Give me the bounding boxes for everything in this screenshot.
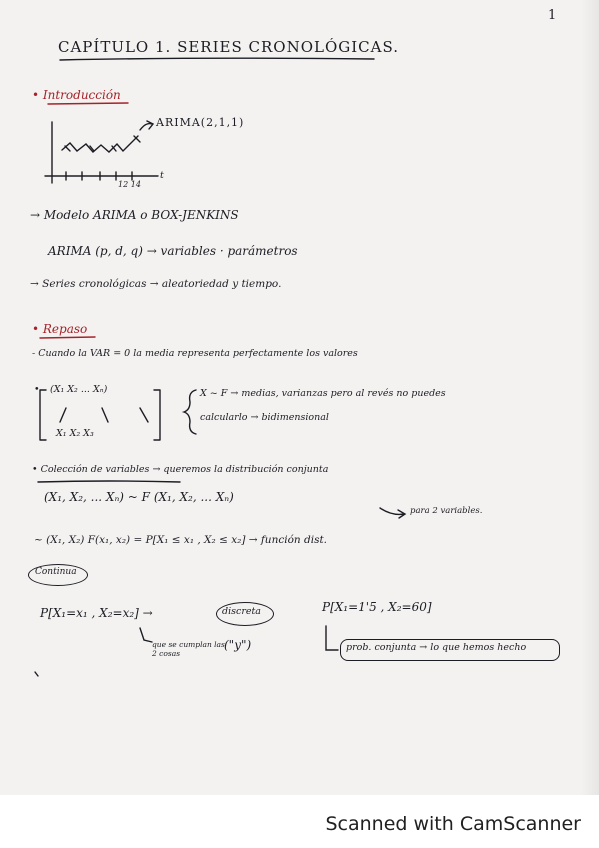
line-series-cronologicas: → Series cronológicas → aleatoriedad y tiempo.	[30, 278, 282, 290]
label-conjunta: prob. conjunta → lo que hemos hecho	[346, 642, 527, 653]
label-y-quote: ("y")	[224, 638, 252, 652]
note-ambas-cosas: que se cumplan las 2 cosas	[152, 640, 225, 658]
line-probability-example: P[X₁=1'5 , X₂=60]	[322, 600, 432, 614]
section-introduccion: • Introducción	[32, 88, 121, 102]
page-number: 1	[548, 8, 558, 23]
graph-tick-labels: 12 14	[118, 180, 141, 189]
brace-line-1: X ~ F → medias, varianzas pero al revés no puedes	[200, 388, 446, 399]
line-arima-pdq: ARIMA (p, d, q) → variables · parámetros	[48, 244, 298, 258]
line-var-cero: - Cuando la VAR = 0 la media representa perfectamente los valores	[32, 348, 358, 359]
graph-axis-t: t	[160, 170, 164, 181]
graph-label-arima: ARIMA(2,1,1)	[156, 116, 245, 129]
line-distribution-function: ~ (X₁, X₂) F(x₁, x₂) = P[X₁ ≤ x₁ , X₂ ≤ x₂] → función dist.	[34, 534, 328, 546]
line-joint-distribution: (X₁, X₂, ... Xₙ) ~ F (X₁, X₂, ... Xₙ)	[44, 490, 234, 504]
line-coleccion-variables: • Colección de variables → queremos la distribución conjunta	[32, 464, 329, 475]
note-two-variables: para 2 variables.	[410, 506, 483, 516]
label-continua: Continua	[35, 567, 77, 577]
matrix-top-row: (X₁ X₂ ... Xₙ)	[50, 384, 108, 395]
chapter-title: CAPÍTULO 1. SERIES CRONOLÓGICAS.	[58, 38, 399, 56]
camscanner-watermark: Scanned with CamScanner	[325, 813, 581, 835]
label-discreta: discreta	[222, 606, 261, 617]
bullet-dot: •	[34, 384, 40, 395]
brace-line-2: calcularlo → bidimensional	[200, 412, 329, 423]
scanner-footer	[0, 795, 599, 848]
line-discrete-probability: P[X₁=x₁ , X₂=x₂] →	[40, 606, 153, 620]
section-repaso: • Repaso	[32, 322, 88, 336]
matrix-bottom-row: X₁ X₂ X₃	[56, 428, 94, 439]
line-modelo-arima: → Modelo ARIMA o BOX-JENKINS	[30, 208, 239, 222]
